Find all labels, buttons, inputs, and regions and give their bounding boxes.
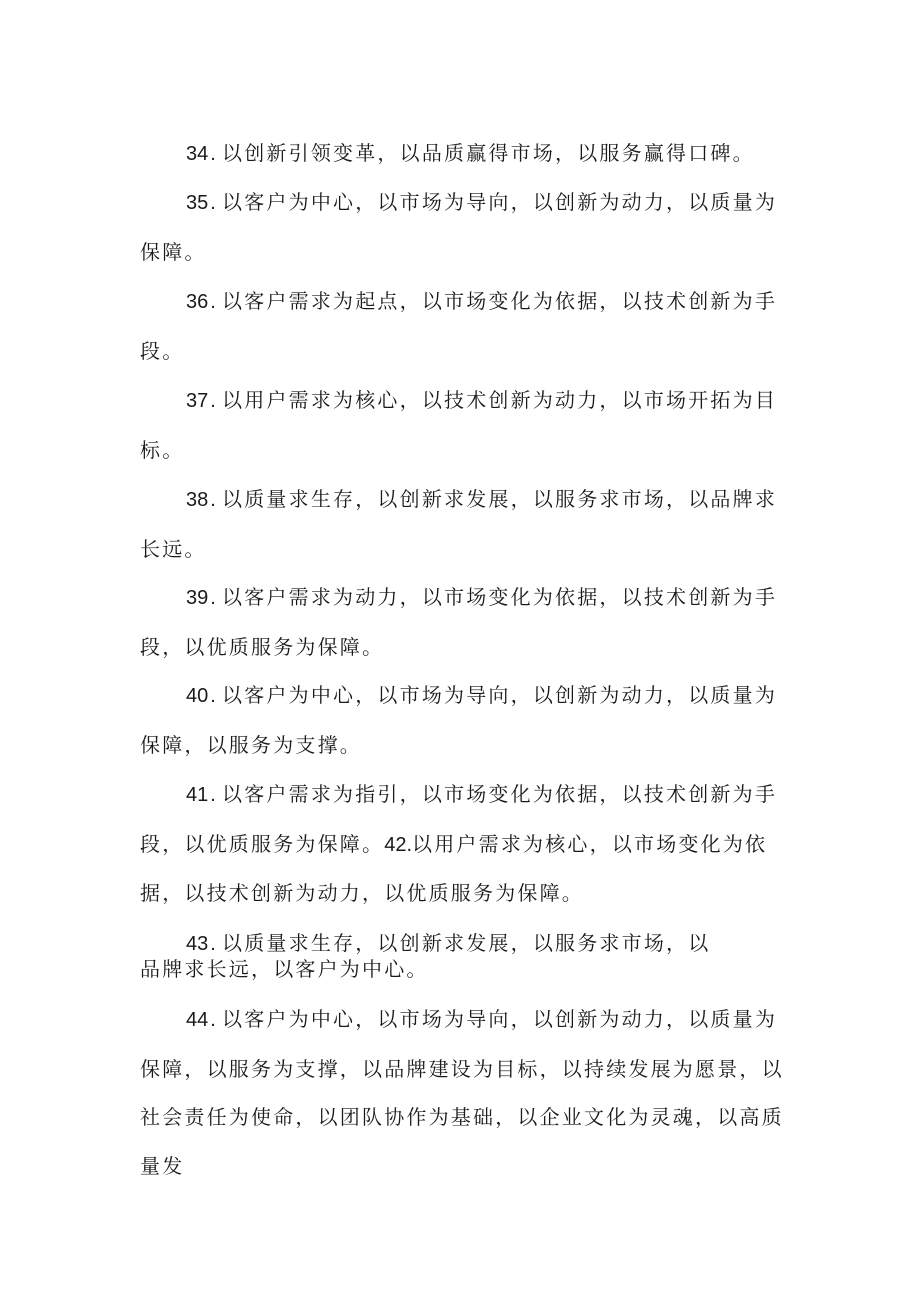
item-text: 以用户需求为核心，以市场变化为依据，以技术创新为动力，以优质服务为保障。 (140, 831, 768, 905)
item-number: 34 (186, 143, 209, 165)
item-dot: . (210, 143, 219, 165)
list-item-41 (140, 770, 790, 918)
item-dot: . (210, 291, 219, 313)
item-text: 以客户为中心，以市场为导向，以创新为动力，以质量为保障，以服务为支撑。 (140, 683, 778, 757)
item-dot: . (210, 192, 219, 214)
list-item-43-cont (140, 945, 790, 993)
item-number: 44 (186, 1009, 209, 1031)
item-text: 以客户需求为起点，以市场变化为依据，以技术创新为手段。 (140, 289, 778, 363)
item-dot: . (210, 784, 219, 806)
item-text-line-2: 品牌求长远，以客户为中心。 (140, 957, 429, 981)
item-text: 以创新引领变革，以品质赢得市场，以服务赢得口碑。 (222, 141, 755, 165)
item-dot: . (210, 489, 219, 511)
item-text: 以质量求生存，以创新求发展，以服务求市场，以品牌求长远。 (140, 487, 778, 561)
item-number: 37 (186, 390, 209, 412)
item-text: 以客户需求为指引，以市场变化为依据，以技术创新为手段，以优质服务为保障。 (140, 782, 778, 856)
item-text: 以客户为中心，以市场为导向，以创新为动力，以质量为保障，以服务为支撑，以品牌建设为目标，以持续发展为愿景，以社会责任为使命，以团队协作为基础，以企业文化为灵魂，以高质量发 (140, 1007, 784, 1178)
list-item-34 (140, 129, 790, 179)
item-dot: . (210, 685, 219, 707)
item-dot: . (210, 933, 219, 955)
item-number: 39 (186, 587, 209, 609)
item-number: 38 (186, 489, 209, 511)
item-number: 40 (186, 685, 209, 707)
item-text: 以客户需求为动力，以市场变化为依据，以技术创新为手段，以优质服务为保障。 (140, 585, 778, 659)
item-number-inline: 42 (384, 833, 407, 856)
item-dot-inline: . (406, 833, 413, 856)
list-item-38 (140, 475, 790, 573)
list-item-40 (140, 671, 790, 769)
item-number: 41 (186, 784, 209, 806)
item-dot: . (210, 587, 219, 609)
item-text: 以客户为中心，以市场为导向，以创新为动力，以质量为保障。 (140, 190, 778, 264)
item-text: 以用户需求为核心，以技术创新为动力，以市场开拓为目标。 (140, 388, 778, 462)
list-item-44 (140, 995, 790, 1190)
item-dot: . (210, 1009, 219, 1031)
list-item-37 (140, 376, 790, 474)
list-item-36 (140, 277, 790, 375)
item-dot: . (210, 390, 219, 412)
list-item-35 (140, 178, 790, 276)
list-item-39 (140, 573, 790, 671)
item-number: 36 (186, 291, 209, 313)
item-text-line-1: 以质量求生存，以创新求发展，以服务求市场，以 (222, 931, 711, 955)
item-number: 43 (186, 933, 209, 955)
item-number: 35 (186, 192, 209, 214)
